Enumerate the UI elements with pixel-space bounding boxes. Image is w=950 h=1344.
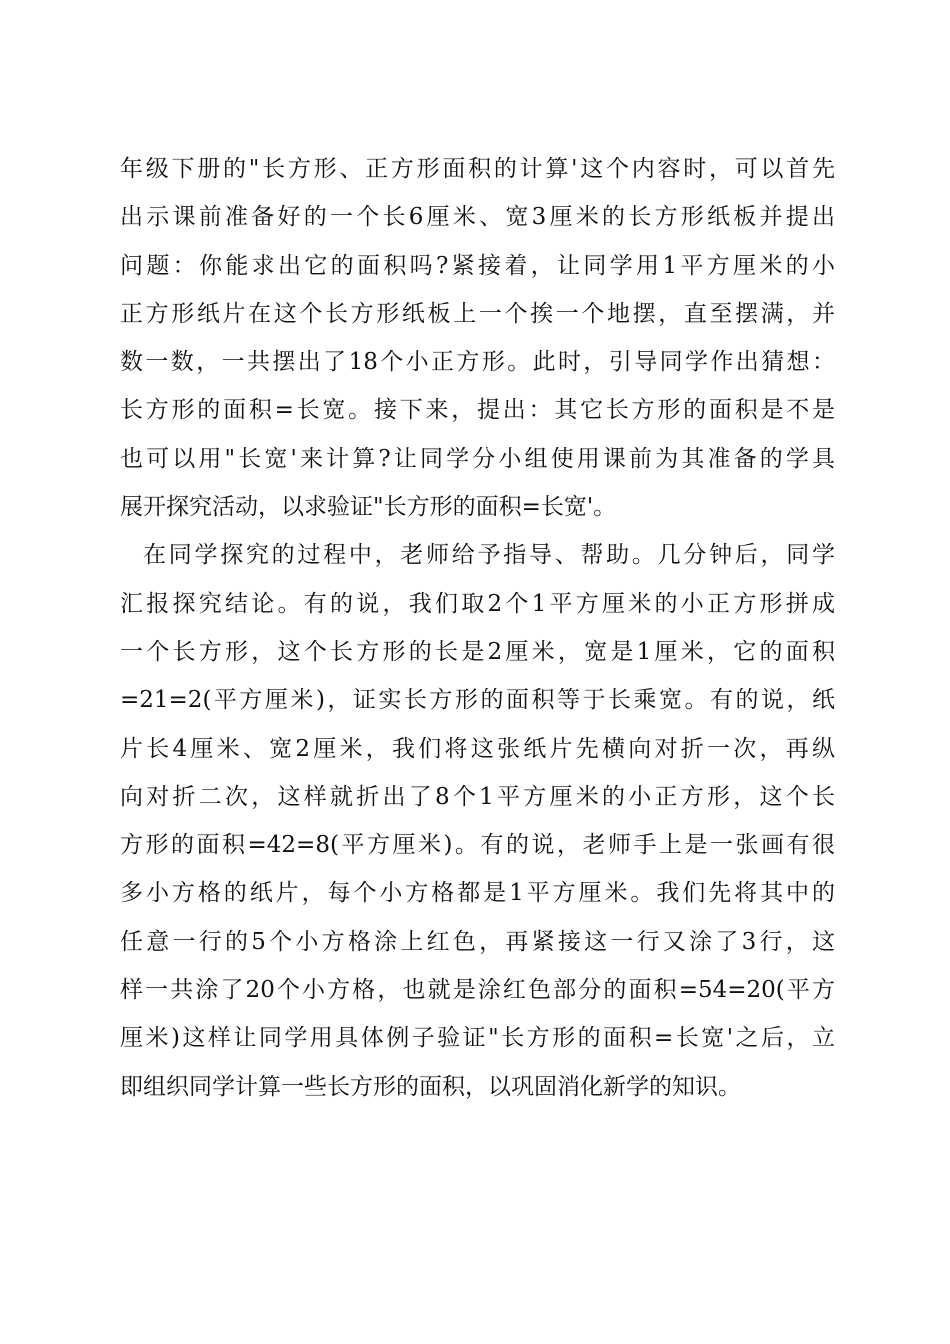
text-line: 向对折二次，这样就折出了8个1平方厘米的小正方形，这个长 bbox=[120, 783, 835, 810]
text-line: 问题：你能求出它的面积吗?紧接着，让同学用1平方厘米的小 bbox=[120, 252, 835, 279]
text-line: 样一共涂了20个小方格，也就是涂红色部分的面积=54=20(平方 bbox=[120, 977, 835, 1004]
text-line: 年级下册的"长方形、正方形面积的计算'这个内容时，可以首先 bbox=[120, 156, 835, 182]
text-line: =21=2(平方厘米)，证实长方形的面积等于长乘宽。有的说，纸 bbox=[120, 687, 835, 714]
text-line: 任意一行的5个小方格涂上红色，再紧接这一行又涂了3行，这 bbox=[120, 928, 835, 955]
text-line: 即组织同学计算一些长方形的面积，以巩固消化新学的知识。 bbox=[120, 1073, 741, 1100]
text-line: 汇报探究结论。有的说，我们取2个1平方厘米的小正方形拼成 bbox=[120, 590, 835, 617]
body-text bbox=[120, 145, 835, 1111]
text-line: 长方形的面积=长宽。接下来，提出：其它长方形的面积是不是 bbox=[120, 397, 835, 424]
text-line: 片长4厘米、宽2厘米，我们将这张纸片先横向对折一次，再纵 bbox=[120, 735, 835, 762]
text-line: 一个长方形，这个长方形的长是2厘米，宽是1厘米，它的面积 bbox=[120, 638, 835, 665]
paragraph-first-line: 在同学探究的过程中，老师给予指导、帮助。几分钟后，同学 bbox=[143, 542, 835, 569]
text-line: 正方形纸片在这个长方形纸板上一个挨一个地摆，直至摆满，并 bbox=[120, 300, 835, 327]
text-line: 也可以用"长宽'来计算?让同学分小组使用课前为其准备的学具 bbox=[120, 445, 835, 472]
text-line: 厘米)这样让同学用具体例子验证"长方形的面积=长宽'之后，立 bbox=[120, 1025, 835, 1052]
text-line: 出示课前准备好的一个长6厘米、宽3厘米的长方形纸板并提出 bbox=[120, 204, 835, 231]
text-line: 展开探究活动，以求验证"长方形的面积=长宽'。 bbox=[120, 494, 617, 521]
text-line: 多小方格的纸片，每个小方格都是1平方厘米。我们先将其中的 bbox=[120, 880, 835, 907]
text-line: 数一数，一共摆出了18个小正方形。此时，引导同学作出猜想： bbox=[120, 349, 835, 376]
text-line: 方形的面积=42=8(平方厘米)。有的说，老师手上是一张画有很 bbox=[120, 832, 835, 859]
